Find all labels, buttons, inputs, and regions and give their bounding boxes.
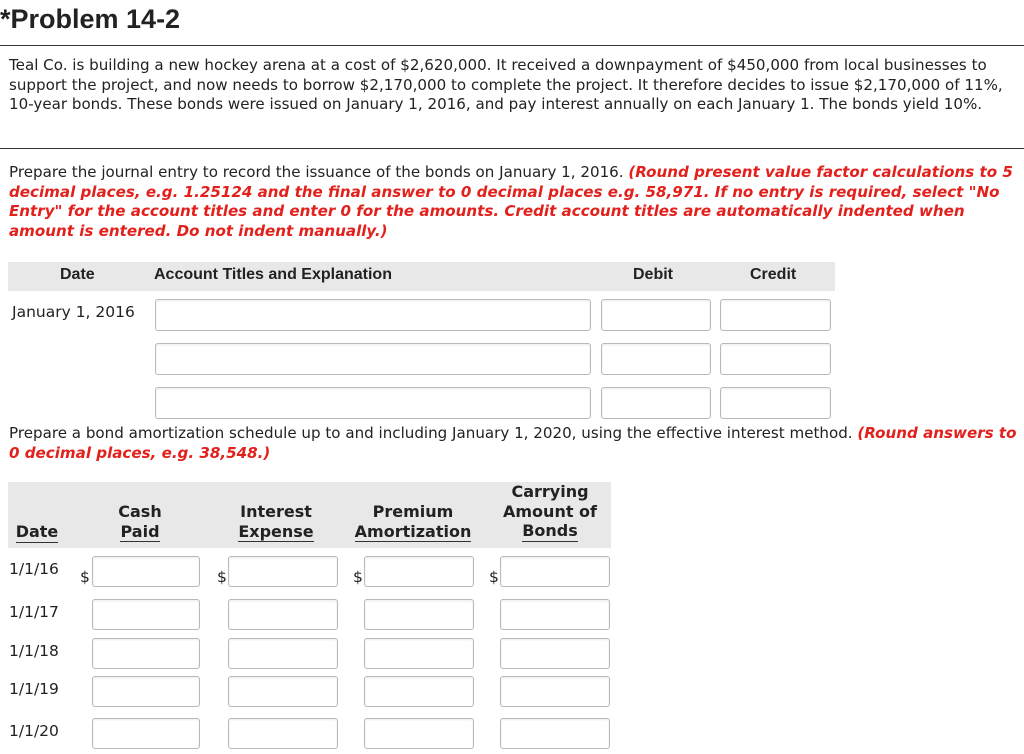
premium-amortization-input[interactable] xyxy=(364,556,474,587)
dollar-sign: $ xyxy=(353,568,363,586)
interest-expense-input[interactable] xyxy=(228,638,338,669)
journal-entry-instructions xyxy=(9,163,1021,241)
debit-input[interactable] xyxy=(601,343,711,375)
amortization-instructions xyxy=(9,424,1021,463)
credit-input[interactable] xyxy=(720,387,831,419)
header-cash-paid: Cash Paid xyxy=(118,502,162,541)
dollar-sign: $ xyxy=(489,568,499,586)
interest-expense-input[interactable] xyxy=(228,556,338,587)
schedule-row-date: 1/1/16 xyxy=(9,560,59,578)
credit-input[interactable] xyxy=(720,343,831,375)
interest-expense-input[interactable] xyxy=(228,718,338,749)
header-date: Date xyxy=(15,522,59,541)
carrying-amount-input[interactable] xyxy=(500,556,610,587)
dollar-sign: $ xyxy=(80,568,90,586)
header-debit: Debit xyxy=(633,266,673,283)
carrying-amount-input[interactable] xyxy=(500,718,610,749)
journal-rounding-note: (Round present value factor calculations to 5 decimal places, e.g. 1.25124 and the final answer to 0 decimal places e.g. 58,971. If no entry is required, select "No Entry" for the account titles and enter 0 for the amounts. Credit account titles are automatically indented when amount is entered. Do not indent manually.) xyxy=(9,163,1013,240)
amortization-prompt: Prepare a bond amortization schedule up to and including January 1, 2020, using the effective interest method. xyxy=(9,424,858,442)
account-title-input[interactable] xyxy=(155,343,591,375)
account-title-input[interactable] xyxy=(155,299,591,331)
schedule-row-date: 1/1/18 xyxy=(9,642,59,660)
interest-expense-input[interactable] xyxy=(228,599,338,630)
premium-amortization-input[interactable] xyxy=(364,718,474,749)
cash-paid-input[interactable] xyxy=(92,718,200,749)
divider xyxy=(0,45,1024,46)
carrying-amount-input[interactable] xyxy=(500,676,610,707)
carrying-amount-input[interactable] xyxy=(500,638,610,669)
debit-input[interactable] xyxy=(601,387,711,419)
header-interest-expense: Interest Expense xyxy=(238,502,314,541)
credit-input[interactable] xyxy=(720,299,831,331)
cash-paid-input[interactable] xyxy=(92,676,200,707)
carrying-amount-input[interactable] xyxy=(500,599,610,630)
premium-amortization-input[interactable] xyxy=(364,599,474,630)
header-date: Date xyxy=(60,266,95,283)
header-credit: Credit xyxy=(750,266,797,283)
cash-paid-input[interactable] xyxy=(92,638,200,669)
header-account-titles: Account Titles and Explanation xyxy=(154,266,392,283)
schedule-row-date: 1/1/19 xyxy=(9,680,59,698)
cash-paid-input[interactable] xyxy=(92,556,200,587)
schedule-row-date: 1/1/20 xyxy=(9,722,59,740)
dollar-sign: $ xyxy=(217,568,227,586)
header-carrying-amount: Carrying Amount of Bonds xyxy=(503,482,597,540)
amortization-table-header xyxy=(8,482,611,548)
premium-amortization-input[interactable] xyxy=(364,638,474,669)
entry-date-label: January 1, 2016 xyxy=(12,303,135,321)
debit-input[interactable] xyxy=(601,299,711,331)
problem-intro: Teal Co. is building a new hockey arena at a cost of $2,620,000. It received a downpayment of $450,000 from local businesses to support the project, and now needs to borrow $2,170,000 to complete the project. It therefore decides to issue $2,170,000 of 11%, 10-year bonds. These bonds were issued on January 1, 2016, and pay interest annually on each January 1. The bonds yield 10%. xyxy=(9,56,1003,114)
cash-paid-input[interactable] xyxy=(92,599,200,630)
problem-title: *Problem 14-2 xyxy=(0,4,181,34)
amortization-rounding-note: (Round answers to 0 decimal places, e.g. 38,548.) xyxy=(9,424,1017,462)
journal-table-header xyxy=(8,262,835,291)
divider xyxy=(0,148,1024,149)
schedule-row-date: 1/1/17 xyxy=(9,603,59,621)
header-premium-amortization: Premium Amortization xyxy=(354,502,472,541)
premium-amortization-input[interactable] xyxy=(364,676,474,707)
interest-expense-input[interactable] xyxy=(228,676,338,707)
journal-prompt: Prepare the journal entry to record the issuance of the bonds on January 1, 2016. xyxy=(9,163,629,181)
account-title-input[interactable] xyxy=(155,387,591,419)
